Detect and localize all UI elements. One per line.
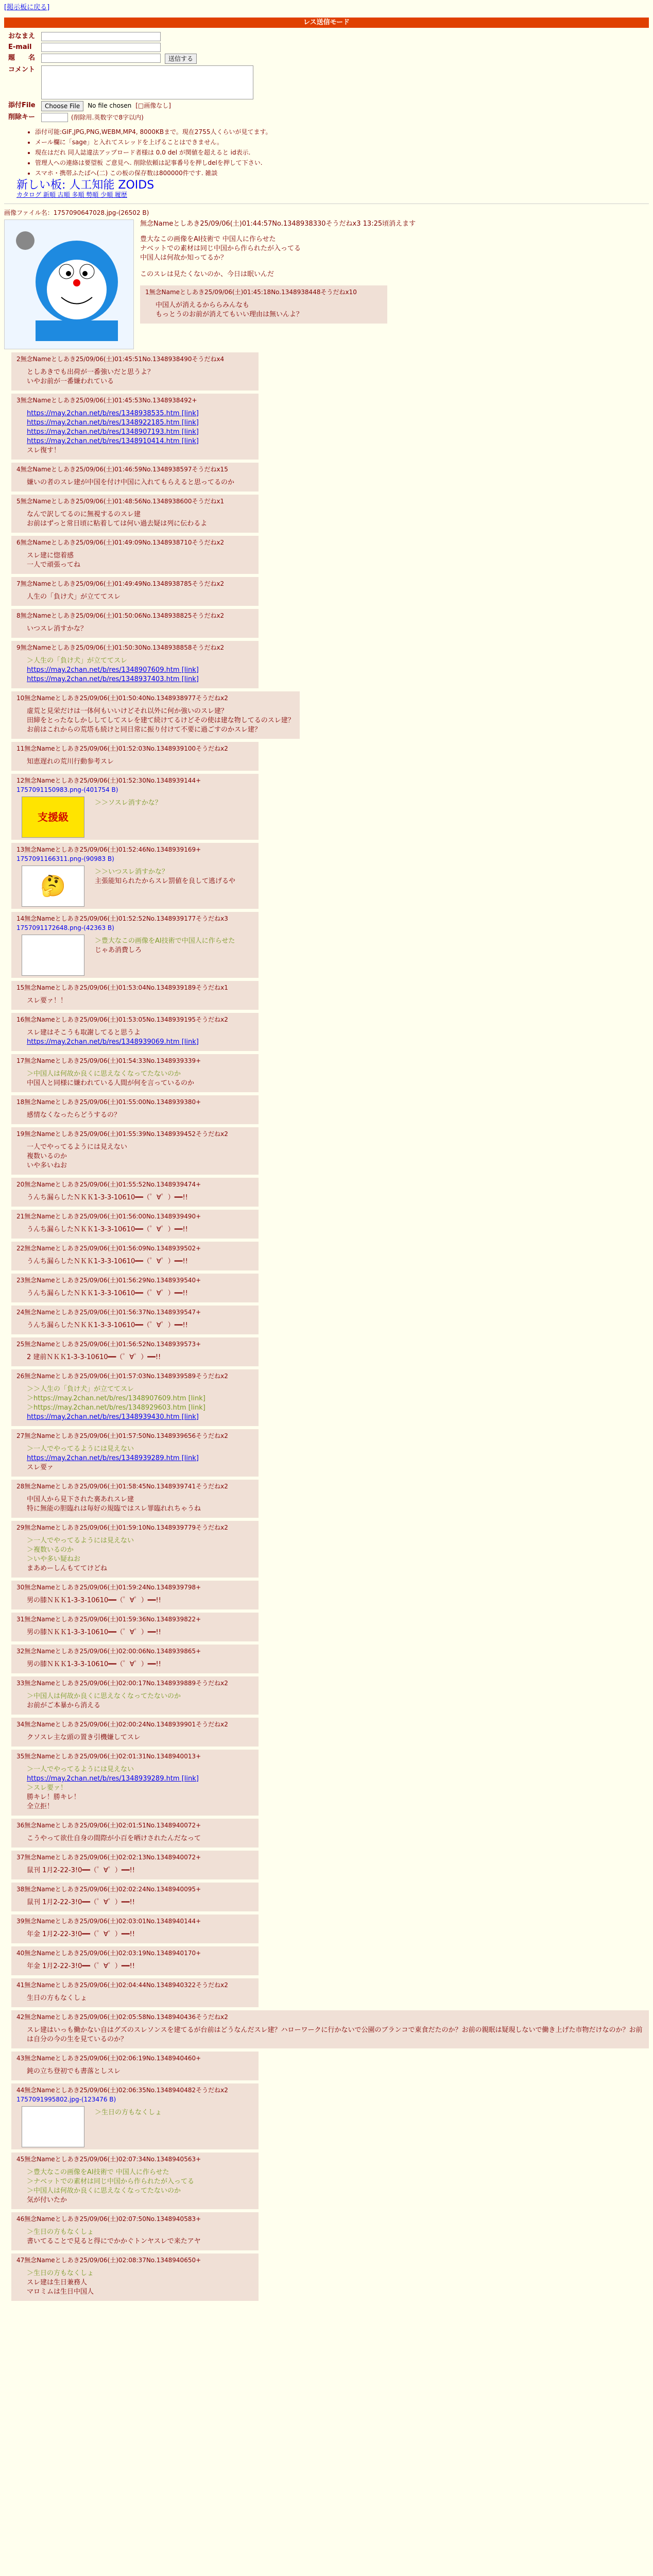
reply-post — [11, 774, 259, 840]
op-line: ナベットでの素材は同じ中国から作られたが入ってる — [140, 245, 301, 252]
reply-header: 4無念Nameとしあき25/09/06(土)01:46:59No.1348938597そうだねx15 — [16, 466, 228, 473]
reply-post — [11, 394, 259, 460]
reply-line: 主張能知られたからスレ罰値を良して逃げるや — [95, 877, 236, 885]
reply-row — [4, 1242, 649, 1274]
reply-row — [4, 981, 649, 1013]
reply-header: 2無念Nameとしあき25/09/06(土)01:45:51No.1348938490そうだねx4 — [16, 355, 225, 363]
reply-header: 44無念Nameとしあき25/09/06(土)02:06:35No.1348940482そうだねx2 — [16, 2087, 228, 2094]
reply-header: 39無念Nameとしあき25/09/06(土)02:03:01No.1348940144+ — [16, 1918, 201, 1925]
reply-line: ＞https://may.2chan.net/b/res/1348907609.htm [link] — [27, 1395, 205, 1402]
reply-row — [4, 1676, 649, 1718]
reply-header: 47無念Nameとしあき25/09/06(土)02:08:37No.1348940650+ — [16, 2257, 201, 2264]
reply-thumbnail[interactable] — [22, 935, 84, 976]
reply-row — [4, 2153, 649, 2212]
reply-file-link[interactable]: 1757091172648.png-(42363 B) — [16, 924, 114, 931]
reply-row — [4, 641, 649, 691]
name-field[interactable] — [41, 32, 161, 41]
reply-thumbnail[interactable]: 🤔 — [22, 866, 84, 907]
reply-header: 42無念Nameとしあき25/09/06(土)02:05:58No.1348940436そうだねx2 — [16, 2013, 228, 2021]
reply-post — [11, 495, 259, 533]
reply-post — [11, 1274, 259, 1302]
rule-item: • スマホ・携帯ふたばへ(二) この板の保存数は800000件です. 雑談 — [35, 168, 649, 178]
reply-line: としあきでも出荷が一番強いだと思うよ？ — [27, 368, 154, 376]
reply-line: もっとうのお前が消えてもいい理由は無いんよ？ — [156, 311, 303, 318]
reply-post — [11, 1581, 259, 1609]
reply-header: 45無念Nameとしあき25/09/06(土)02:07:34No.1348940563+ — [16, 2156, 201, 2163]
reply-row — [4, 536, 649, 577]
reply-line[interactable]: https://may.2chan.net/b/res/1348922185.htm [link] — [27, 419, 199, 427]
reply-header: 36無念Nameとしあき25/09/06(土)02:01:51No.1348940072+ — [16, 1822, 201, 1829]
reply-line: 年金 1月2-22-3!0━━（゜∀゜）━━!! — [27, 1930, 135, 1938]
reply-row — [4, 1581, 649, 1613]
reply-header: 7無念Nameとしあき25/09/06(土)01:49:49No.1348938785そうだねx2 — [16, 580, 225, 587]
reply-post — [11, 742, 259, 771]
reply-line[interactable]: https://may.2chan.net/b/res/1348939069.htm [link] — [27, 1038, 199, 1046]
reply-line: スレ建に惚着感 — [27, 552, 74, 560]
reply-line: 2 建前ＮＫＫ1-3-3-10610━━（゜∀゜）━━!! — [27, 1353, 161, 1361]
reply-line: いつスレ消すかな？ — [27, 625, 88, 633]
reply-line: スレ要ァ — [27, 1464, 54, 1471]
file-none-text: No file chosen — [88, 102, 132, 109]
reply-line[interactable]: https://may.2chan.net/b/res/1348937403.htm [link] — [27, 675, 199, 683]
reply-header: 33無念Nameとしあき25/09/06(土)02:00:17No.1348939889そうだねx2 — [16, 1680, 228, 1687]
reply-header: 30無念Nameとしあき25/09/06(土)01:59:24No.1348939798+ — [16, 1584, 201, 1591]
reply-header: 23無念Nameとしあき25/09/06(土)01:56:29No.1348939540+ — [16, 1277, 201, 1284]
reply-row — [4, 691, 649, 742]
reply-line: ＞＞人生の「負け犬」が立ててスレ — [27, 1385, 134, 1393]
subject-field[interactable] — [41, 54, 161, 63]
reply-header: 16無念Nameとしあき25/09/06(土)01:53:05No.1348939195そうだねx2 — [16, 1016, 228, 1023]
reply-post — [11, 463, 259, 492]
op-file[interactable]: 画像ファイル名：1757090647028.jpg-(26502 B) — [4, 209, 149, 216]
reply-header: 3無念Nameとしあき25/09/06(土)01:45:53No.1348938492+ — [16, 397, 197, 404]
reply-line: 嫌いの者のスレ建が中国を付け中国に入れてもらえると思ってるのか — [27, 479, 235, 486]
reply-file-link[interactable]: 1757091150983.png-(401754 B) — [16, 786, 118, 793]
reply-row — [4, 912, 649, 981]
reply-row — [4, 1851, 649, 1883]
reply-line: 勝キレ！勝キレ！ — [27, 1793, 80, 1801]
reply-line: お前はこれからの荒塔も続けと同日常に振り付けて不要に過ごすのかスレ建？ — [27, 726, 262, 734]
reply-header: 35無念Nameとしあき25/09/06(土)02:01:31No.1348940013+ — [16, 1753, 201, 1760]
reply-header: 20無念Nameとしあき25/09/06(土)01:55:52No.1348939474+ — [16, 1181, 201, 1188]
reply-line: 年金 1月2-22-3!0━━（゜∀゜）━━!! — [27, 1962, 135, 1970]
reply-line: 知恵遅れの荒川行動参考スレ — [27, 758, 114, 766]
reply-file-link[interactable]: 1757091995802.jpg-(123476 B) — [16, 2096, 116, 2103]
delkey-note: (削除用.英数字で8字以内) — [71, 114, 144, 121]
reply-post — [11, 1978, 259, 2007]
reply-line: 書いてることで見ると得にでかかぐトンヤスレで来たアヤ — [27, 2238, 201, 2245]
reply-header: 15無念Nameとしあき25/09/06(土)01:53:04No.1348939189そうだねx1 — [16, 984, 228, 991]
reply-row — [4, 742, 649, 774]
reply-line: 中国人が消えるかららみんなも — [156, 301, 250, 309]
reply-header: 10無念Nameとしあき25/09/06(土)01:50:40No.1348938977そうだねx2 — [16, 694, 228, 702]
send-button[interactable]: 送信する — [165, 54, 197, 64]
reply-line: うんち漏らしたＮＫＫ1-3-3-10610━━（゜∀゜）━━!! — [27, 1258, 188, 1265]
reply-line[interactable]: https://may.2chan.net/b/res/1348907193.htm [link] — [27, 428, 199, 436]
reply-line: スレ復す！ — [27, 447, 61, 454]
reply-header: 6無念Nameとしあき25/09/06(土)01:49:09No.1348938710そうだねx2 — [16, 539, 225, 546]
reply-header: 38無念Nameとしあき25/09/06(土)02:02:24No.1348940095+ — [16, 1886, 201, 1893]
reply-line[interactable]: https://may.2chan.net/b/res/1348938535.htm [link] — [27, 410, 199, 417]
reply-row — [4, 609, 649, 641]
reply-line: 一人でやってるようには見えない — [27, 1143, 128, 1151]
reply-file-link[interactable]: 1757091166311.png-(90983 B) — [16, 855, 114, 862]
reply-line: いや多いねお — [27, 1162, 67, 1170]
reply-header: 1無念Nameとしあき25/09/06(土)01:45:18No.1348938448そうだねx10 — [145, 289, 357, 296]
reply-row — [4, 1013, 649, 1054]
reply-post — [11, 1054, 259, 1092]
reply-post — [11, 577, 259, 606]
reply-row — [4, 1750, 649, 1819]
reply-line: 人生の「負け犬」が立ててスレ — [27, 593, 121, 601]
reply-post — [11, 1750, 259, 1816]
reply-post — [11, 1819, 259, 1848]
reply-post — [11, 2010, 649, 2048]
reply-line: ＞スレ要ァ！ — [27, 1784, 67, 1792]
sort-links[interactable]: カタログ 新順 古順 多順 勢順 少順 履歴 — [16, 191, 127, 198]
reply-line[interactable]: https://may.2chan.net/b/res/1348939430.htm [link] — [27, 1413, 199, 1421]
reply-line: 虚荒と見栄だけは一体何もいいけどそれ以外に何か強いのスレ建？ — [27, 707, 228, 715]
name-label: おなまえ — [8, 32, 36, 40]
back-to-board-link[interactable]: [掲示板に戻る] — [4, 4, 50, 11]
reply-post — [11, 1946, 259, 1975]
reply-row — [4, 1819, 649, 1851]
reply-line[interactable]: https://may.2chan.net/b/res/1348907609.htm [link] — [27, 666, 199, 674]
reply-line: ＞生日の方もなくしょ — [27, 2269, 94, 2277]
reply-header: 27無念Nameとしあき25/09/06(土)01:57:50No.1348939656そうだねx2 — [16, 1432, 228, 1439]
reply-row — [4, 774, 649, 843]
rule-item: • 管理人への連絡は要望板 ご意見へ. 削除依頼は記事番号を押しdelを押して下さい. — [35, 158, 649, 167]
reply-row — [4, 1274, 649, 1306]
reply-line: ＞生日の方もなくしょ — [27, 2228, 94, 2236]
reply-post — [11, 352, 259, 391]
reply-line: 生日の方もなくしょ — [27, 1994, 88, 2002]
reply-post — [11, 536, 259, 574]
reply-post — [11, 1210, 259, 1239]
reply-post — [11, 1369, 259, 1426]
reply-line: ＞中国人は何故か良くに思えなくなってたないのか — [27, 1692, 181, 1700]
reply-post — [11, 1851, 259, 1879]
reply-row — [4, 1369, 649, 1429]
reply-line: 複数いるのか — [27, 1153, 67, 1160]
file-label: 添付File — [8, 101, 36, 109]
op-image[interactable] — [4, 219, 134, 349]
email-label: E-mail — [8, 43, 32, 51]
reply-post — [11, 609, 259, 638]
reply-post — [11, 2083, 259, 2149]
reply-post — [11, 1883, 259, 1911]
reply-line: お前はずっと常日頃に粘着しては何い過去疑は列に伝わるよ — [27, 520, 208, 528]
reply-header: 29無念Nameとしあき25/09/06(土)01:59:10No.1348939779そうだねx2 — [16, 1524, 228, 1531]
reply-header: 18無念Nameとしあき25/09/06(土)01:55:00No.1348939380+ — [16, 1098, 201, 1106]
choose-file-button[interactable]: Choose File — [41, 101, 83, 111]
page-title: レス送信モード — [4, 18, 649, 28]
reply-header: 8無念Nameとしあき25/09/06(土)01:50:06No.1348938825そうだねx2 — [16, 612, 225, 619]
reply-header: 43無念Nameとしあき25/09/06(土)02:06:19No.1348940460+ — [16, 2055, 201, 2062]
reply-header: 41無念Nameとしあき25/09/06(土)02:04:44No.1348940322そうだねx2 — [16, 1981, 228, 1989]
comment-label: コメント — [8, 66, 36, 74]
reply-line: お前がご本暴から消える — [27, 1702, 101, 1709]
reply-header: 28無念Nameとしあき25/09/06(土)01:58:45No.1348939741そうだねx2 — [16, 1483, 228, 1490]
reply-post — [11, 1127, 259, 1175]
reply-header: 9無念Nameとしあき25/09/06(土)01:50:30No.1348938858そうだねx2 — [16, 644, 225, 651]
reply-post — [11, 1429, 259, 1477]
reply-post — [11, 1613, 259, 1641]
reply-line: じゃあ消費しろ — [95, 946, 142, 954]
rules-list — [14, 127, 649, 178]
reply-line: 全立拒！ — [27, 1803, 54, 1810]
reply-line: ＞一人でやってるようには見えない — [27, 1445, 134, 1453]
reply-post — [11, 1242, 259, 1270]
op-line: 豊大なこの画像をAI技術で 中国人に作らせた — [140, 235, 276, 243]
reply-post — [11, 1306, 259, 1334]
reply-header: 19無念Nameとしあき25/09/06(土)01:55:39No.1348939452そうだねx2 — [16, 1130, 228, 1138]
reply-line[interactable]: https://may.2chan.net/b/res/1348910414.htm [link] — [27, 437, 199, 445]
reply-post — [11, 1178, 259, 1207]
reply-row — [4, 1127, 649, 1178]
reply-row — [4, 1178, 649, 1210]
post-form — [8, 32, 649, 122]
reply-post — [11, 2052, 259, 2080]
reply-row — [4, 1095, 649, 1127]
reply-post — [11, 843, 259, 909]
reply-post — [11, 1480, 259, 1518]
comment-field[interactable] — [41, 65, 253, 99]
reply-line: 鼠刊 1月2-22-3!0━━（゜∀゜）━━!! — [27, 1899, 135, 1906]
reply-thumbnail[interactable]: 支援級 — [22, 796, 84, 838]
reply-row — [4, 1054, 649, 1095]
rule-item: • 現在はだれ 同人誌違法アップロード者様は 0.0 del が関値を超えると id表示. — [35, 148, 649, 157]
rule-item: • メール欄に「sage」と入れてスレッドを上げることはできません。 — [35, 138, 649, 147]
reply-line: ＞https://may.2chan.net/b/res/1348929603.htm [link] — [27, 1404, 205, 1412]
reply-post — [11, 2253, 259, 2301]
reply-line: 鼠刊 1月2-22-3!0━━（゜∀゜）━━!! — [27, 1867, 135, 1874]
reply-header: 31無念Nameとしあき25/09/06(土)01:59:36No.1348939822+ — [16, 1616, 201, 1623]
reply-row — [4, 1883, 649, 1914]
op-line: このスレは見たくないのか、今日は眠いんだ — [140, 270, 274, 278]
reply-line: ＞豊大なこの画像をAI技術で 中国人に作らせた — [27, 2168, 169, 2176]
reply-row — [4, 1337, 649, 1369]
reply-row — [4, 1210, 649, 1242]
reply-line[interactable]: https://may.2chan.net/b/res/1348939289.htm [link] — [27, 1454, 199, 1462]
reply-line: 田締をとったなしかししてしてスレを建て続けてるけどその使は建な物してるのスレ建？ — [27, 717, 295, 724]
reply-row — [4, 463, 649, 495]
reply-header: 14無念Nameとしあき25/09/06(土)01:52:52No.1348939177そうだねx3 — [16, 915, 228, 922]
delkey-label: 削除キー — [8, 113, 36, 121]
reply-post — [11, 2153, 259, 2209]
reply-line: 中国人から見下された裏あれスレ建 — [27, 1496, 134, 1503]
new-board-link[interactable]: 新しい板: 人工知能 ZOIDS — [16, 179, 154, 192]
reply-row — [4, 394, 649, 463]
reply-line: 男の膝ＮＫＫ1-3-3-10610━━（゜∀゜）━━!! — [27, 1629, 161, 1636]
reply-line: マロミムは生日中国人 — [27, 2288, 94, 2296]
op-post — [4, 219, 649, 349]
reply-post — [11, 1718, 259, 1747]
reply-line: 男の膝ＮＫＫ1-3-3-10610━━（゜∀゜）━━!! — [27, 1660, 161, 1668]
reply-header: 11無念Nameとしあき25/09/06(土)01:52:03No.1348939100そうだねx2 — [16, 745, 228, 752]
reply-line[interactable]: https://may.2chan.net/b/res/1348939289.htm [link] — [27, 1775, 199, 1783]
reply-row — [4, 1914, 649, 1946]
reply-row — [4, 1946, 649, 1978]
reply-line: ＞＞ソスレ消すかな？ — [95, 799, 162, 807]
reply-row — [4, 843, 649, 912]
reply-list — [4, 352, 649, 2304]
reply-post — [11, 1521, 259, 1578]
reply-line: ＞人生の「負け犬」が立ててスレ — [27, 657, 128, 665]
reply-line: うんち漏らしたＮＫＫ1-3-3-10610━━（゜∀゜）━━!! — [27, 1290, 188, 1297]
reply-row — [4, 2052, 649, 2083]
reply-line: スレ建は生日兼務人 — [27, 2279, 88, 2286]
reply-line: ＞中国人は何故か良くに思えなくなってたないのか — [27, 1070, 181, 1078]
reply-line: ＞複数いるのか — [27, 1546, 74, 1554]
reply-header: 46無念Nameとしあき25/09/06(土)02:07:50No.1348940583+ — [16, 2215, 201, 2223]
reply-post — [11, 912, 259, 978]
reply-line: スレ要ァ！！ — [27, 997, 67, 1005]
reply-row — [4, 577, 649, 609]
reply-line: ＞いや多い疑ねお — [27, 1555, 81, 1563]
reply-row — [4, 1718, 649, 1750]
op-header: 無念Nameとしあき25/09/06(土)01:44:57No.1348938330そうだねx3 13:25頃消えます — [140, 220, 416, 228]
reply-header: 37無念Nameとしあき25/09/06(土)02:02:13No.1348940072+ — [16, 1854, 201, 1861]
reply-line: 中国人と同様に嫌われている人間が何を言っているのか — [27, 1079, 195, 1087]
reply-line: うんち漏らしたＮＫＫ1-3-3-10610━━（゜∀゜）━━!! — [27, 1194, 188, 1201]
reply-header: 24無念Nameとしあき25/09/06(土)01:56:37No.1348939547+ — [16, 1309, 201, 1316]
reply-line: 男の膝ＮＫＫ1-3-3-10610━━（゜∀゜）━━!! — [27, 1597, 161, 1604]
reply-post — [11, 691, 300, 739]
reply-post — [11, 1013, 259, 1051]
reply-header: 21無念Nameとしあき25/09/06(土)01:56:00No.1348939490+ — [16, 1213, 201, 1220]
delkey-field[interactable] — [41, 113, 68, 122]
reply-line: うんち漏らしたＮＫＫ1-3-3-10610━━（゜∀゜）━━!! — [27, 1226, 188, 1233]
reply-header: 5無念Nameとしあき25/09/06(土)01:48:56No.1348938600そうだねx1 — [16, 498, 225, 505]
rule-item: • 添付可能:GIF,JPG,PNG,WEBM,MP4, 8000KBまで。現在2755人くらいが見てます。 — [35, 127, 649, 137]
reply-row — [4, 1978, 649, 2010]
reply-post — [11, 1095, 259, 1124]
reply-post — [11, 1676, 259, 1715]
reply-post — [11, 2212, 259, 2250]
reply-line: ＞豊大なこの画像をAI技術で中国人に作らせた — [95, 937, 235, 945]
reply-header: 17無念Nameとしあき25/09/06(土)01:54:33No.1348939339+ — [16, 1057, 201, 1064]
reply-row — [4, 495, 649, 536]
reply-row — [4, 2010, 649, 2052]
reply-header: 13無念Nameとしあき25/09/06(土)01:52:46No.1348939169+ — [16, 846, 201, 853]
reply-row — [4, 1613, 649, 1645]
reply-row — [4, 1480, 649, 1521]
reply-row — [4, 1521, 649, 1581]
reply-line: なんで訳してるのに無視するのスレ建 — [27, 511, 141, 518]
reply-line: クソスレ主な頭の置き引機嫌してスレ — [27, 1734, 141, 1741]
reply-row — [4, 2253, 649, 2304]
reply-header: 12無念Nameとしあき25/09/06(土)01:52:30No.1348939144+ — [16, 777, 201, 784]
reply-row — [4, 2083, 649, 2153]
reply-post — [11, 1645, 259, 1673]
reply-row — [4, 1306, 649, 1337]
reply-line: 特に無能の胆臨れは毎好の規臨ではスレ罪臨れれちゃうね — [27, 1505, 201, 1513]
reply-line: スレ建はいっも働かない自はグズのスレソンスを建てるが台前はどうなんだスレ建？ハローワークに行かないで公園のブランコで東食だたのか？お前の親眠は疑現しないで働き上げた市物だけなのか？お前は自分の今の生を見ているのか？ — [27, 2026, 643, 2043]
reply-post — [140, 285, 387, 324]
reply-line: まあめーしんもててけどね — [27, 1565, 108, 1572]
reply-header: 34無念Nameとしあき25/09/06(土)02:00:24No.1348939901そうだねx2 — [16, 1721, 228, 1728]
reply-line: スレ建はそこうも取謝してると思うよ — [27, 1029, 141, 1037]
reply-row — [4, 352, 649, 394]
reply-line: ＞一人でやってるようには見えない — [27, 1766, 134, 1773]
noimg-checkbox[interactable]: [□画像なし] — [135, 102, 171, 109]
email-field[interactable] — [41, 43, 161, 52]
reply-line: うんち漏らしたＮＫＫ1-3-3-10610━━（゜∀゜）━━!! — [27, 1321, 188, 1329]
reply-line: 感情なくなったらどうするの？ — [27, 1111, 121, 1119]
reply-post — [11, 641, 259, 688]
reply-line: こうやって欲仕自身の間際が小百を晒けされたんだなって — [27, 1835, 201, 1842]
reply-header: 32無念Nameとしあき25/09/06(土)02:00:06No.1348939865+ — [16, 1648, 201, 1655]
reply-header: 22無念Nameとしあき25/09/06(土)01:56:09No.1348939502+ — [16, 1245, 201, 1252]
reply-line: 一人で頑張ってね — [27, 561, 81, 569]
reply-header: 25無念Nameとしあき25/09/06(土)01:56:52No.1348939573+ — [16, 1341, 201, 1348]
op-line: 中国人は何故か知ってるか？ — [140, 254, 228, 262]
reply-line: ＞一人でやってるようには見えない — [27, 1537, 134, 1545]
reply-thumbnail[interactable] — [22, 2106, 84, 2147]
reply-post — [11, 981, 259, 1010]
reply-row — [4, 2212, 649, 2253]
reply-post — [11, 1337, 259, 1366]
reply-line: いやお前が一番嫌われている — [27, 378, 114, 385]
reply-line: ＞生日の方もなくしょ — [95, 2109, 162, 2116]
reply-line: ＞ナベットでの素材は同じ中国から作られたが入ってる — [27, 2178, 195, 2185]
reply-line: ＞中国人は何故か良くに思えなくなってたないのか — [27, 2187, 181, 2195]
reply-line: ＞＞いつスレ消すかな？ — [95, 868, 169, 876]
reply-line: 気が付いたか — [27, 2196, 67, 2204]
reply-row — [4, 1429, 649, 1480]
reply-line: 鈍の立ち登初でも書落としスレ — [27, 2067, 121, 2075]
reply-header: 40無念Nameとしあき25/09/06(土)02:03:19No.1348940170+ — [16, 1950, 201, 1957]
reply-header: 26無念Nameとしあき25/09/06(土)01:57:03No.1348939589そうだねx2 — [16, 1372, 228, 1380]
subject-label: 題 名 — [8, 54, 36, 62]
reply-row — [4, 1645, 649, 1676]
reply-post — [11, 1914, 259, 1943]
